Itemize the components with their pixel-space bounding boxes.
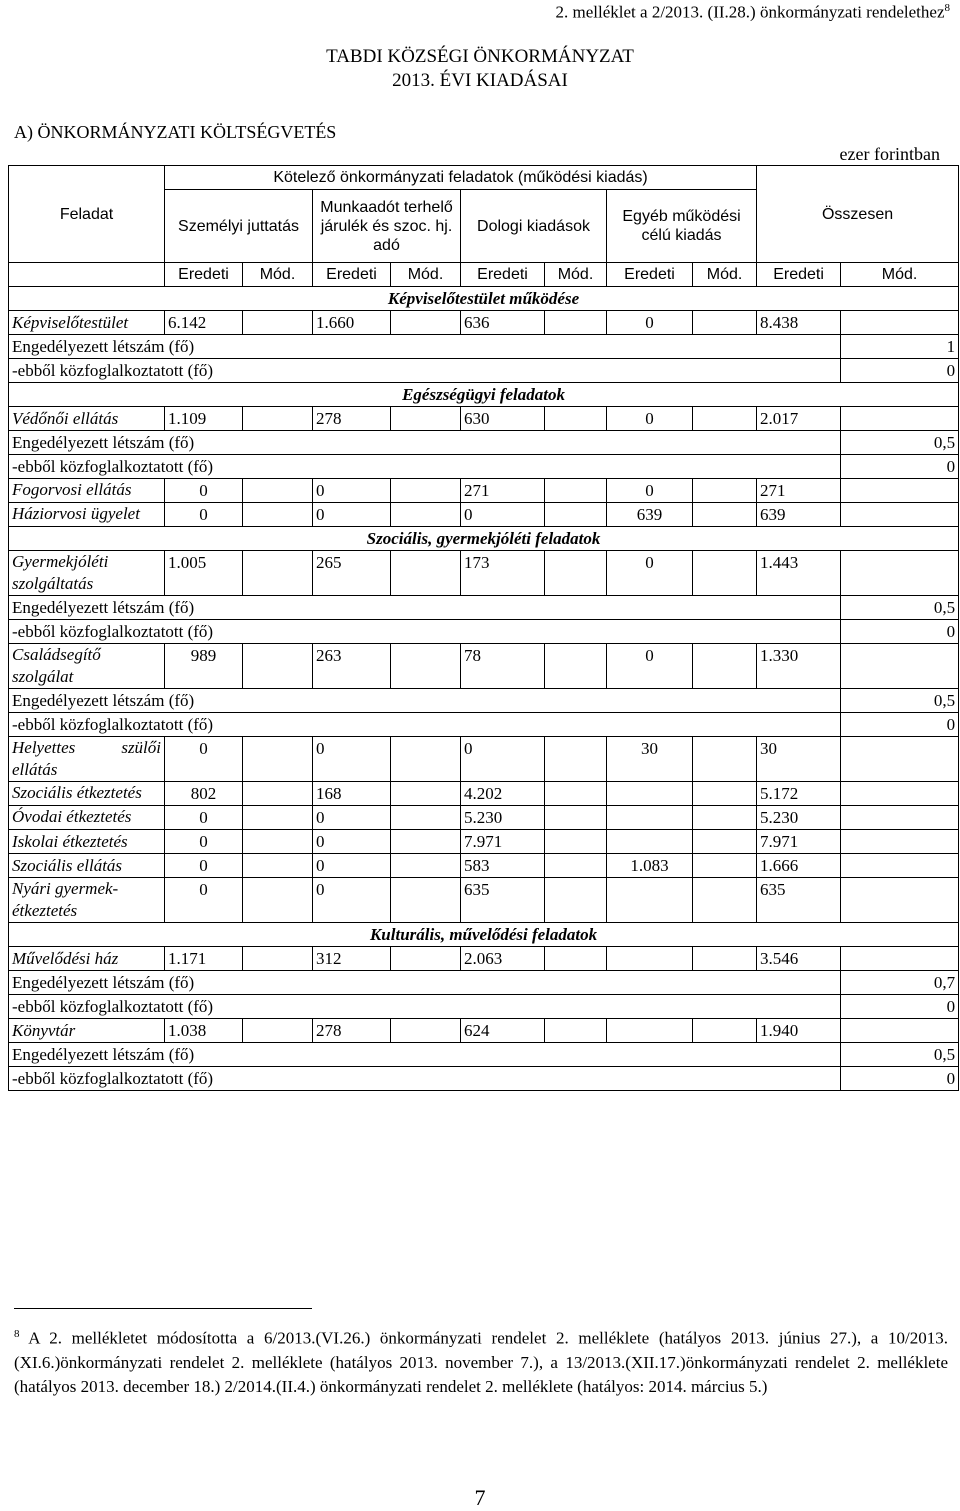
public-work-label: -ebből közfoglalkoztatott (fő)	[9, 995, 841, 1019]
public-work-label: -ebből közfoglalkoztatott (fő)	[9, 455, 841, 479]
budget-table	[8, 165, 959, 1091]
cell-dologi: 2.063	[461, 947, 545, 971]
cell-egyeb	[607, 1019, 693, 1043]
cell-szemelyi: 0	[165, 479, 243, 503]
public-work-value: 0	[841, 455, 959, 479]
row-name: Óvodai étkeztetés	[9, 806, 165, 830]
cell-szemelyi: 0	[165, 503, 243, 527]
cell-egyeb	[607, 782, 693, 806]
cell-dologi: 583	[461, 854, 545, 878]
table-row	[9, 311, 959, 335]
row-name: Fogorvosi ellátás	[9, 479, 165, 503]
table-row	[9, 407, 959, 431]
public-work-value: 0	[841, 359, 959, 383]
cell-osszesen: 7.971	[757, 830, 841, 854]
group-header: Kötelező önkormányzati feladatok (működési kiadás)	[165, 166, 757, 190]
footnote-mark: 8	[14, 1328, 20, 1340]
cell-egyeb: 0	[607, 479, 693, 503]
public-work-row	[9, 455, 959, 479]
table-row	[9, 854, 959, 878]
section-heading: A) ÖNKORMÁNYZATI KÖLTSÉGVETÉS	[14, 122, 337, 142]
cell-osszesen: 1.443	[757, 551, 841, 596]
public-work-label: -ebből közfoglalkoztatott (fő)	[9, 620, 841, 644]
cell-egyeb: 1.083	[607, 854, 693, 878]
cell-jarulek: 168	[313, 782, 391, 806]
cell-jarulek: 0	[313, 830, 391, 854]
cell-jarulek: 0	[313, 854, 391, 878]
mod-label: Mód.	[391, 263, 461, 287]
cell-dologi: 630	[461, 407, 545, 431]
cell-dologi: 0	[461, 737, 545, 782]
jarulek-header: Munkaadót terhelő járulék és szoc. hj. adó	[313, 190, 461, 263]
cell-szemelyi: 1.005	[165, 551, 243, 596]
table-row	[9, 782, 959, 806]
cell-szemelyi: 989	[165, 644, 243, 689]
row-name: Helyettes szülői ellátás	[9, 737, 165, 782]
mod-label: Mód.	[841, 263, 959, 287]
table-row	[9, 503, 959, 527]
staff-label: Engedélyezett létszám (fő)	[9, 689, 841, 713]
eredeti-label: Eredeti	[757, 263, 841, 287]
cell-jarulek: 278	[313, 407, 391, 431]
table-row	[9, 806, 959, 830]
cell-osszesen: 5.230	[757, 806, 841, 830]
cell-szemelyi: 1.038	[165, 1019, 243, 1043]
cell-jarulek: 0	[313, 503, 391, 527]
unit-label: ezer forintban	[839, 144, 940, 164]
public-work-value: 0	[841, 620, 959, 644]
cell-osszesen: 1.330	[757, 644, 841, 689]
table-row	[9, 830, 959, 854]
cell-egyeb	[607, 878, 693, 923]
row-name: Szociális étkeztetés	[9, 782, 165, 806]
staff-label: Engedélyezett létszám (fő)	[9, 1043, 841, 1067]
cell-osszesen: 639	[757, 503, 841, 527]
osszesen-header: Összesen	[757, 166, 959, 263]
staff-row	[9, 596, 959, 620]
row-name: Szociális ellátás	[9, 854, 165, 878]
staff-label: Engedélyezett létszám (fő)	[9, 971, 841, 995]
footnote	[14, 1322, 948, 1399]
public-work-row	[9, 995, 959, 1019]
cell-szemelyi: 6.142	[165, 311, 243, 335]
row-name: Iskolai étkeztetés	[9, 830, 165, 854]
cell-dologi: 636	[461, 311, 545, 335]
cell-egyeb: 0	[607, 551, 693, 596]
cell-egyeb: 0	[607, 311, 693, 335]
document-title-line1: TABDI KÖZSÉGI ÖNKORMÁNYZAT	[326, 46, 634, 67]
section-row	[9, 923, 959, 947]
public-work-row	[9, 620, 959, 644]
mod-label: Mód.	[545, 263, 607, 287]
cell-egyeb	[607, 806, 693, 830]
row-name: Nyári gyermek-étkeztetés	[9, 878, 165, 923]
annex-reference: 2. melléklet a 2/2013. (II.28.) önkormányzati rendelethez$^8$	[555, 2, 950, 22]
cell-szemelyi: 0	[165, 737, 243, 782]
cell-dologi: 271	[461, 479, 545, 503]
public-work-value: 0	[841, 713, 959, 737]
staff-row	[9, 431, 959, 455]
cell-jarulek: 0	[313, 737, 391, 782]
cell-dologi: 5.230	[461, 806, 545, 830]
row-name: Háziorvosi ügyelet	[9, 503, 165, 527]
table-row	[9, 878, 959, 923]
cell-jarulek: 312	[313, 947, 391, 971]
cell-jarulek: 265	[313, 551, 391, 596]
public-work-value: 0	[841, 995, 959, 1019]
page-number: 7	[474, 1485, 486, 1510]
staff-row	[9, 1043, 959, 1067]
cell-osszesen: 8.438	[757, 311, 841, 335]
feladat-header: Feladat	[9, 166, 165, 263]
section-row	[9, 383, 959, 407]
cell-osszesen: 5.172	[757, 782, 841, 806]
footnote-text: A 2. mellékletet módosította a 6/2013.(VI.26.) önkormányzati rendelet 2. melléklete (hatályos 2013. június 27.), a 10/2013.(XI.6.)önkormányzati rendelet 2. melléklete (hatályos 2013. november 7.), a 13/2013.(XII.17.)önkormányzati rendelet 2. melléklete (hatályos 2013. december 18.) 2/2014.(II.4.) önkormányzati rendelet 2. melléklete (hatályos: 2014. március 5.)	[14, 1328, 948, 1396]
staff-value: 1	[841, 335, 959, 359]
row-name: Könyvtár	[9, 1019, 165, 1043]
header-row-subcols	[9, 263, 959, 287]
public-work-label: -ebből közfoglalkoztatott (fő)	[9, 713, 841, 737]
staff-value: 0,7	[841, 971, 959, 995]
cell-osszesen: 30	[757, 737, 841, 782]
row-name: Védőnői ellátás	[9, 407, 165, 431]
section-title: Szociális, gyermekjóléti feladatok	[9, 527, 959, 551]
staff-value: 0,5	[841, 1043, 959, 1067]
section-title: Képviselőtestület működése	[9, 287, 959, 311]
document-title-line2: 2013. ÉVI KIADÁSAI	[392, 70, 568, 91]
szemelyi-header: Személyi juttatás	[165, 190, 313, 263]
eredeti-label: Eredeti	[165, 263, 243, 287]
staff-label: Engedélyezett létszám (fő)	[9, 431, 841, 455]
table-row	[9, 479, 959, 503]
staff-value: 0,5	[841, 431, 959, 455]
staff-value: 0,5	[841, 689, 959, 713]
cell-szemelyi: 0	[165, 830, 243, 854]
footnote-separator	[14, 1308, 312, 1309]
cell-szemelyi: 1.171	[165, 947, 243, 971]
cell-osszesen: 3.546	[757, 947, 841, 971]
cell-osszesen: 2.017	[757, 407, 841, 431]
table-row	[9, 737, 959, 782]
staff-row	[9, 689, 959, 713]
public-work-value: 0	[841, 1067, 959, 1091]
row-name: Gyermekjóléti szolgáltatás	[9, 551, 165, 596]
cell-osszesen: 635	[757, 878, 841, 923]
row-name: Képviselőtestület	[9, 311, 165, 335]
cell-jarulek: 0	[313, 806, 391, 830]
cell-dologi: 0	[461, 503, 545, 527]
table-row	[9, 1019, 959, 1043]
mod-label: Mód.	[243, 263, 313, 287]
cell-osszesen: 1.940	[757, 1019, 841, 1043]
cell-dologi: 4.202	[461, 782, 545, 806]
public-work-label: -ebből közfoglalkoztatott (fő)	[9, 359, 841, 383]
table-row	[9, 947, 959, 971]
dologi-header: Dologi kiadások	[461, 190, 607, 263]
cell-dologi: 624	[461, 1019, 545, 1043]
cell-jarulek: 0	[313, 878, 391, 923]
mod-label: Mód.	[693, 263, 757, 287]
cell-szemelyi: 0	[165, 854, 243, 878]
table-row	[9, 551, 959, 596]
cell-dologi: 78	[461, 644, 545, 689]
section-title: Kulturális, művelődési feladatok	[9, 923, 959, 947]
eredeti-label: Eredeti	[607, 263, 693, 287]
cell-egyeb: 639	[607, 503, 693, 527]
cell-egyeb	[607, 830, 693, 854]
cell-dologi: 635	[461, 878, 545, 923]
cell-szemelyi: 802	[165, 782, 243, 806]
cell-jarulek: 263	[313, 644, 391, 689]
cell-szemelyi: 0	[165, 878, 243, 923]
row-name: Családsegítő szolgálat	[9, 644, 165, 689]
cell-szemelyi: 1.109	[165, 407, 243, 431]
footnote-ref[interactable]: 8	[944, 2, 950, 14]
staff-label: Engedélyezett létszám (fő)	[9, 596, 841, 620]
eredeti-label: Eredeti	[461, 263, 545, 287]
section-title: Egészségügyi feladatok	[9, 383, 959, 407]
cell-egyeb: 0	[607, 644, 693, 689]
header-row-group	[9, 166, 959, 190]
cell-jarulek: 0	[313, 479, 391, 503]
public-work-row	[9, 713, 959, 737]
cell-osszesen: 1.666	[757, 854, 841, 878]
eredeti-label: Eredeti	[313, 263, 391, 287]
cell-jarulek: 278	[313, 1019, 391, 1043]
egyeb-header: Egyéb működési célú kiadás	[607, 190, 757, 263]
table-row	[9, 644, 959, 689]
cell-egyeb: 30	[607, 737, 693, 782]
staff-label: Engedélyezett létszám (fő)	[9, 335, 841, 359]
section-row	[9, 527, 959, 551]
staff-value: 0,5	[841, 596, 959, 620]
cell-dologi: 7.971	[461, 830, 545, 854]
public-work-label: -ebből közfoglalkoztatott (fő)	[9, 1067, 841, 1091]
cell-egyeb: 0	[607, 407, 693, 431]
public-work-row	[9, 359, 959, 383]
cell-egyeb	[607, 947, 693, 971]
row-name: Művelődési ház	[9, 947, 165, 971]
staff-row	[9, 971, 959, 995]
public-work-row	[9, 1067, 959, 1091]
section-row	[9, 287, 959, 311]
cell-dologi: 173	[461, 551, 545, 596]
staff-row	[9, 335, 959, 359]
cell-szemelyi: 0	[165, 806, 243, 830]
cell-osszesen: 271	[757, 479, 841, 503]
cell-jarulek: 1.660	[313, 311, 391, 335]
